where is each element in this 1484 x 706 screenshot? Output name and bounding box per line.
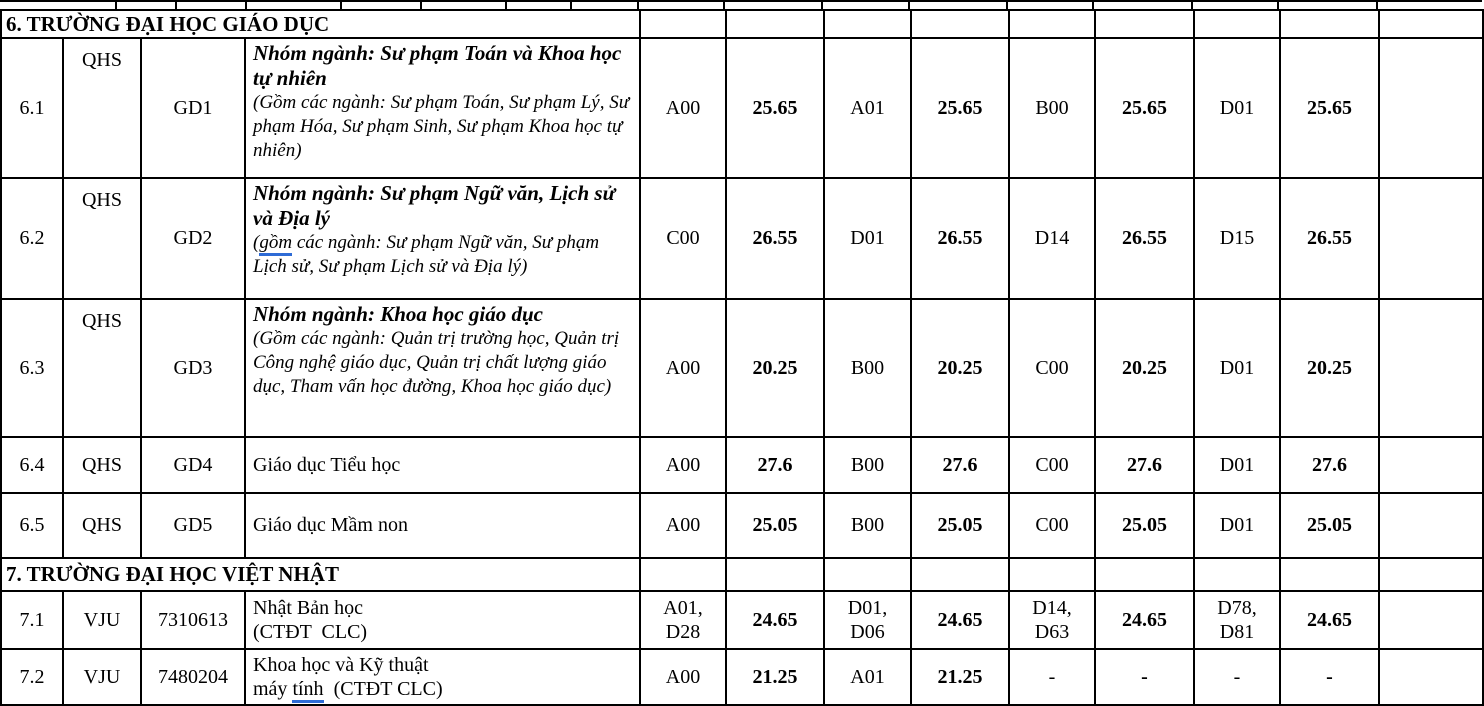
empty-cell <box>1194 10 1280 38</box>
stt-cell: 7.2 <box>1 649 63 705</box>
empty-cell <box>726 558 824 591</box>
empty-cell <box>640 10 726 38</box>
major-name-note: (Gồm các ngành: Quản trị trường học, Quản trị Công nghệ giáo dục, Quản trị chất lượng giáo dục, Tham vấn học đường, Khoa học giáo dục) <box>253 328 620 397</box>
score-cell: 24.65 <box>1280 591 1379 649</box>
block-code-cell: A00 <box>640 38 726 178</box>
block-code-cell: B00 <box>824 493 911 558</box>
major-name-line <box>253 677 633 701</box>
major-code-cell: 7480204 <box>141 649 245 705</box>
score-cell: 25.05 <box>911 493 1009 558</box>
section-title: 7. TRƯỜNG ĐẠI HỌC VIỆT NHẬT <box>1 558 640 591</box>
block-code-cell <box>1009 591 1095 649</box>
major-name-heading: Nhóm ngành: Sư phạm Toán và Khoa học tự nhiên <box>253 41 622 91</box>
block-code-cell: B00 <box>1009 38 1095 178</box>
section-title: 6. TRƯỜNG ĐẠI HỌC GIÁO DỤC <box>1 10 640 38</box>
table-row <box>1 299 1483 437</box>
name-text: máy <box>253 678 293 700</box>
block-code-cell: A01 <box>824 38 911 178</box>
empty-cell <box>1194 558 1280 591</box>
block-code-line: D78, <box>1217 597 1257 619</box>
block-code-cell: D01 <box>1194 299 1280 437</box>
block-code-cell: B00 <box>824 437 911 493</box>
score-cell: 20.25 <box>726 299 824 437</box>
block-code-line: D06 <box>850 621 885 643</box>
block-code-cell: C00 <box>1009 437 1095 493</box>
block-code-cell: C00 <box>1009 493 1095 558</box>
empty-cell <box>1379 558 1483 591</box>
score-cell: 20.25 <box>911 299 1009 437</box>
stt-cell: 6.1 <box>1 38 63 178</box>
score-cell: 24.65 <box>1095 591 1194 649</box>
table-row <box>1 178 1483 299</box>
empty-cell <box>911 10 1009 38</box>
block-code-cell: D01 <box>1194 38 1280 178</box>
stt-cell: 6.5 <box>1 493 63 558</box>
major-code-cell: GD5 <box>141 493 245 558</box>
empty-cell <box>1379 493 1483 558</box>
block-code-cell: A00 <box>640 299 726 437</box>
block-code-line: D63 <box>1034 621 1070 643</box>
block-code-cell <box>824 591 911 649</box>
block-code-line: D14, <box>1032 597 1072 619</box>
empty-cell <box>1280 558 1379 591</box>
table-row <box>1 493 1483 558</box>
stt-cell: 6.4 <box>1 437 63 493</box>
org-code-cell: VJU <box>63 591 141 649</box>
block-code-cell <box>640 591 726 649</box>
empty-cell <box>1009 558 1095 591</box>
empty-cell <box>1379 38 1483 178</box>
major-code-cell: GD1 <box>141 38 245 178</box>
empty-cell <box>824 10 911 38</box>
score-cell: 25.65 <box>1095 38 1194 178</box>
spellcheck-underlined-word: gồm <box>259 232 292 256</box>
note-text: các ngành: Sư phạm Ngữ văn, Sư phạm Lịch sử, Sư phạm Lịch sử và Địa lý) <box>253 232 600 278</box>
major-name-note: (Gồm các ngành: Sư phạm Toán, Sư phạm Lý, Sư phạm Hóa, Sư phạm Sinh, Sư phạm Khoa học tự nhiên) <box>253 92 630 161</box>
empty-cell <box>640 558 726 591</box>
block-code-line: A01, <box>663 597 703 619</box>
major-name-heading: Nhóm ngành: Khoa học giáo dục <box>253 302 543 326</box>
block-code-cell: D01 <box>824 178 911 299</box>
major-name-cell: Giáo dục Tiểu học <box>245 437 640 493</box>
block-code-cell: D15 <box>1194 178 1280 299</box>
major-name-cell <box>245 591 640 649</box>
major-name-cell <box>245 38 640 178</box>
stt-cell: 7.1 <box>1 591 63 649</box>
score-cell: 26.55 <box>726 178 824 299</box>
block-code-cell: D14 <box>1009 178 1095 299</box>
block-code-cell: D01 <box>1194 437 1280 493</box>
score-cell: 25.05 <box>1280 493 1379 558</box>
block-code-cell: - <box>1009 649 1095 705</box>
table-row <box>1 38 1483 178</box>
score-cell: 21.25 <box>911 649 1009 705</box>
score-cell: 26.55 <box>1095 178 1194 299</box>
table-row <box>1 649 1483 705</box>
empty-cell <box>1095 10 1194 38</box>
table-row <box>1 437 1483 493</box>
table-row <box>1 591 1483 649</box>
score-cell: 27.6 <box>1095 437 1194 493</box>
stt-cell: 6.3 <box>1 299 63 437</box>
score-cell: 27.6 <box>911 437 1009 493</box>
score-cell: 25.05 <box>1095 493 1194 558</box>
empty-cell <box>1379 299 1483 437</box>
score-cell: 24.65 <box>911 591 1009 649</box>
org-code-cell: QHS <box>63 437 141 493</box>
empty-cell <box>1379 178 1483 299</box>
org-code-cell: QHS <box>63 38 141 178</box>
score-cell: 20.25 <box>1095 299 1194 437</box>
score-cell: 27.6 <box>1280 437 1379 493</box>
score-cell: - <box>1095 649 1194 705</box>
org-code-cell: QHS <box>63 299 141 437</box>
major-name-note <box>253 231 633 279</box>
block-code-cell: A00 <box>640 649 726 705</box>
major-name-line: Nhật Bản học <box>253 597 363 619</box>
org-code-cell: VJU <box>63 649 141 705</box>
major-name-heading: Nhóm ngành: Sư phạm Ngữ văn, Lịch sử và Địa lý <box>253 181 616 231</box>
score-cell: 26.55 <box>911 178 1009 299</box>
block-code-cell: A00 <box>640 437 726 493</box>
score-cell: 26.55 <box>1280 178 1379 299</box>
empty-cell <box>1379 10 1483 38</box>
block-code-cell: B00 <box>824 299 911 437</box>
empty-cell <box>911 558 1009 591</box>
section-header-row <box>1 558 1483 591</box>
empty-cell <box>824 558 911 591</box>
major-name-cell <box>245 649 640 705</box>
block-code-cell: C00 <box>640 178 726 299</box>
score-cell: - <box>1280 649 1379 705</box>
block-code-cell: A00 <box>640 493 726 558</box>
note-text: ( <box>253 232 260 254</box>
block-code-line: D01, <box>847 597 888 619</box>
empty-cell <box>726 10 824 38</box>
score-cell: 27.6 <box>726 437 824 493</box>
spellcheck-underlined-word: tính <box>292 678 323 703</box>
major-code-cell: GD3 <box>141 299 245 437</box>
block-code-cell: C00 <box>1009 299 1095 437</box>
empty-cell <box>1379 591 1483 649</box>
empty-cell <box>1280 10 1379 38</box>
stt-cell: 6.2 <box>1 178 63 299</box>
empty-cell <box>1379 649 1483 705</box>
score-cell: 25.05 <box>726 493 824 558</box>
block-code-line: D28 <box>665 621 701 643</box>
empty-cell <box>1379 437 1483 493</box>
block-code-cell <box>1194 591 1280 649</box>
score-cell: 25.65 <box>911 38 1009 178</box>
major-name-line: Khoa học và Kỹ thuật <box>253 654 429 676</box>
block-code-line: D81 <box>1219 621 1255 643</box>
empty-cell <box>1009 10 1095 38</box>
major-name-cell <box>245 299 640 437</box>
score-cell: 20.25 <box>1280 299 1379 437</box>
org-code-cell: QHS <box>63 178 141 299</box>
block-code-cell: A01 <box>824 649 911 705</box>
admission-scores-table <box>0 9 1484 706</box>
block-code-cell: D01 <box>1194 493 1280 558</box>
name-text: (CTĐT CLC) <box>323 678 443 700</box>
empty-cell <box>1095 558 1194 591</box>
major-name-cell: Giáo dục Mầm non <box>245 493 640 558</box>
major-code-cell: GD4 <box>141 437 245 493</box>
major-code-cell: GD2 <box>141 178 245 299</box>
score-cell: 21.25 <box>726 649 824 705</box>
block-code-cell: - <box>1194 649 1280 705</box>
major-name-cell <box>245 178 640 299</box>
section-header-row <box>1 10 1483 38</box>
major-name-line: (CTĐT CLC) <box>253 621 368 643</box>
score-cell: 25.65 <box>1280 38 1379 178</box>
org-code-cell: QHS <box>63 493 141 558</box>
score-cell: 24.65 <box>726 591 824 649</box>
score-cell: 25.65 <box>726 38 824 178</box>
major-code-cell: 7310613 <box>141 591 245 649</box>
